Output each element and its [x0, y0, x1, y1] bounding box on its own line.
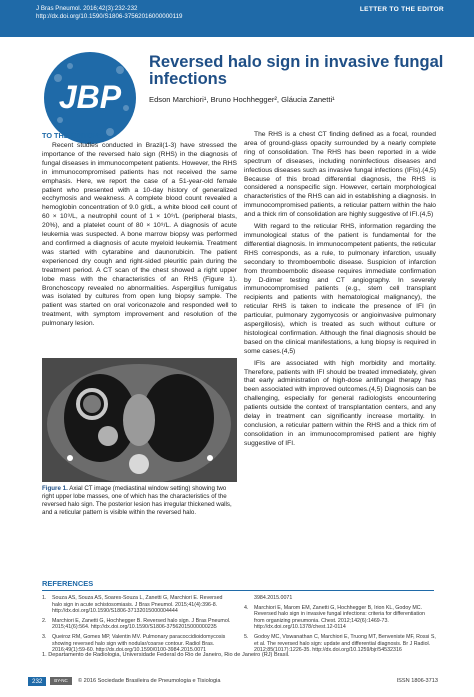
reference-item — [244, 595, 436, 602]
reference-number: 3. — [42, 633, 47, 640]
reference-text: 3984.2015.0071 — [254, 595, 293, 601]
references-right — [244, 595, 436, 657]
reference-item — [244, 605, 436, 631]
left-column — [42, 142, 237, 332]
figure-caption — [42, 485, 237, 517]
paragraph: IFIs are associated with high morbidity and mortality. Therefore, patients with IFI should be treated immediately, given that early administration of high-dose antifungal therapy has been associated with improved outcomes.(4,5) Diagnosis can be challenging, especially for general radiologists encountering patients outside the context of transplantation centers, and any delay in treatment can significantly increase mortality. In conclusion, a reticular pattern within the RHS and a thick rim of consolidation in an immunocompromised patient are highly suggestive of IFI. — [244, 359, 436, 447]
reference-item — [42, 595, 232, 615]
reference-text: Marchiori E, Marom EM, Zanetti G, Hochhegger B, Irion KL, Godoy MC. Reversed halo sign in invasive fungal infections: criteria for differentiation from organizing pneumonia. Chest. 2012;142(6):1469-73. http://dx.doi.org/10.1378/chest.12-0114 — [254, 604, 425, 631]
caption-label: Figure 1. — [42, 485, 68, 492]
reference-text: Godoy MC, Viswanathan C, Marchiori E, Truong MT, Benveniste MF, Rossi S, et al. The reversed halo sign: update and differential diagnosis. Br J Radiol. 2012;85(1017):1226-35. http://dx.doi.org/10.1259/bjr/54532316 — [254, 633, 436, 654]
section-label: TO THE EDITOR: — [42, 131, 101, 140]
paragraph: Recent studies conducted in Brazil(1-3) have stressed the importance of the reversed halo sign (RHS) in the diagnosis of fungal diseases in immunocompetent patients. However, the RHS in immunocompromised patients has not received the same emphasis. Here, we report the case of a 51-year-old female patient who presented with a 10-day history of generalized ecchymosis and weakness. A complete blood count revealed a hemoglobin concentration of 9.0 g/dL, a white blood cell count of 60 × 10⁹/L, a neutrophil count of 1 × 10⁹/L (peripheral blasts, 20%), and a platelet count of 80 × 10⁹/L. A diagnosis of acute leukemia was suspected. A bone marrow biopsy was performed and confirmed a diagnosis of acute myeloid leukemia. Treatment was started with cytarabine and daunorubicin. The patient experienced dry cough and right-sided pleuritic pain during the treatment period. A CT scan of the chest showed a right upper lobe mass with the characteristics of an RHS (Figure 1). Bronchoscopy revealed no abnormalities. Aspergillus fumigatus was isolated by cultures from open lung biopsy sample. The patient was started on oral voriconazole and responded well to treatment, with symptom improvement and resolution of the pulmonary lesion. — [42, 142, 237, 328]
reference-number: 5. — [244, 633, 249, 640]
caption-text: Axial CT image (mediastinal window setting) showing two right upper lobe masses, one of which has the characteristics of the reversed halo sign. The posterior lesion has irregular thickened walls, and a reticular pattern is visible within the reversed halo. — [42, 485, 232, 516]
copyright-text: © 2016 Sociedade Brasileira de Pneumologia e Tisiologia — [78, 678, 221, 684]
page-footer — [0, 676, 474, 688]
journal-header-bar — [0, 0, 474, 37]
affiliation-footnote: 1. Departamento de Radiologia, Universidade Federal do Rio de Janeiro, Rio de Janeiro (RJ) Brasil. — [42, 652, 290, 658]
ct-image — [42, 358, 237, 482]
doi-link[interactable]: http://dx.doi.org/10.1590/S1806-37562016000000119 — [36, 13, 183, 20]
reference-number: 1. — [42, 595, 47, 601]
author-list: Edson Marchiori¹, Bruno Hochhegger², Gláucia Zanetti¹ — [149, 95, 335, 104]
issn-text: ISSN 1806-3713 — [396, 678, 438, 684]
citation-line: J Bras Pneumol. 2016;42(3):232-232 — [36, 5, 138, 12]
journal-citation — [36, 5, 182, 21]
article-type-label: LETTER TO THE EDITOR — [359, 6, 444, 13]
reference-text: Souza AS, Souza AS, Soares-Souza L, Zanetti G, Marchiori E. Reversed halo sign in acute schistosomiasis. J Bras Pneumol. 2015;41(4):396-8. http://dx.doi.org/10.1590/S1806-37132015000004444 — [52, 595, 223, 615]
page-number: 232 — [28, 677, 46, 686]
references-divider — [42, 590, 434, 591]
references-heading: REFERENCES — [42, 579, 94, 588]
reference-text: Marchiori E, Zanetti G, Hochhegger B. Reversed halo sign. J Bras Pneumol. 2015;41(6):564. http://dx.doi.org/10.1590/S1806-37562015000000235 — [52, 617, 231, 631]
article-title: Reversed halo sign in invasive fungal infections — [149, 53, 444, 88]
reference-item — [244, 634, 436, 654]
reference-item — [42, 634, 232, 654]
reference-number: 2. — [42, 617, 47, 624]
paragraph: The RHS is a chest CT finding defined as a focal, rounded area of ground-glass opacity surrounded by a nearly complete ring of consolidation. The RHS has been reported in a wide spectrum of diseases, including noninfectious diseases and infectious diseases such as invasive fungal infections (IFIs).(4,5) Because of this broad differential diagnosis, the RHS is considered a nonspecific sign. However, certain morphological characteristics of the RHS can aid in establishing a diagnosis. In immunocompromised patients, a reticular pattern within the halo and a thick rim of consolidation are highly suggestive of IFI.(4,5) — [244, 131, 436, 219]
reference-text: Queiroz RM, Gomes MP, Valentin MV. Pulmonary paracoccidioidomycosis showing reversed halo sign with nodular/coarse contour. Radiol Bras. 2016;49(1):59-60. http://dx.doi.org/10.1590/0100-3984.2015.0071 — [52, 633, 226, 654]
reference-item — [42, 618, 232, 631]
paragraph: With regard to the reticular RHS, information regarding the immunological status of the patient is fundamental for the differential diagnosis. In immunocompetent patients, the reticular RHS corresponds, as a rule, to pulmonary infarction, usually secondary to thromboembolic disease. Suspicion of infarction from thromboembolic disease requires immediate confirmation by D-dimer testing and CT angiography. In severely immunocompromised patients (e.g., stem cell transplant recipients and patients with hematological malignancy), the reticular RHS is taken to indicate the presence of IFI (in particular, pulmonary zygomycosis or angioinvasive pulmonary aspergillosis), which is treated as such without culture or histological confirmation. Although the final diagnosis should be based on the clinical manifestations, a lung biopsy is required in some cases.(4,5) — [244, 223, 436, 355]
right-column — [244, 131, 436, 452]
license-badge: BY-NC — [50, 677, 72, 685]
reference-number: 4. — [244, 604, 249, 611]
ct-figure — [42, 358, 237, 482]
references-left — [42, 595, 232, 657]
logo-text: JBP — [58, 79, 122, 115]
